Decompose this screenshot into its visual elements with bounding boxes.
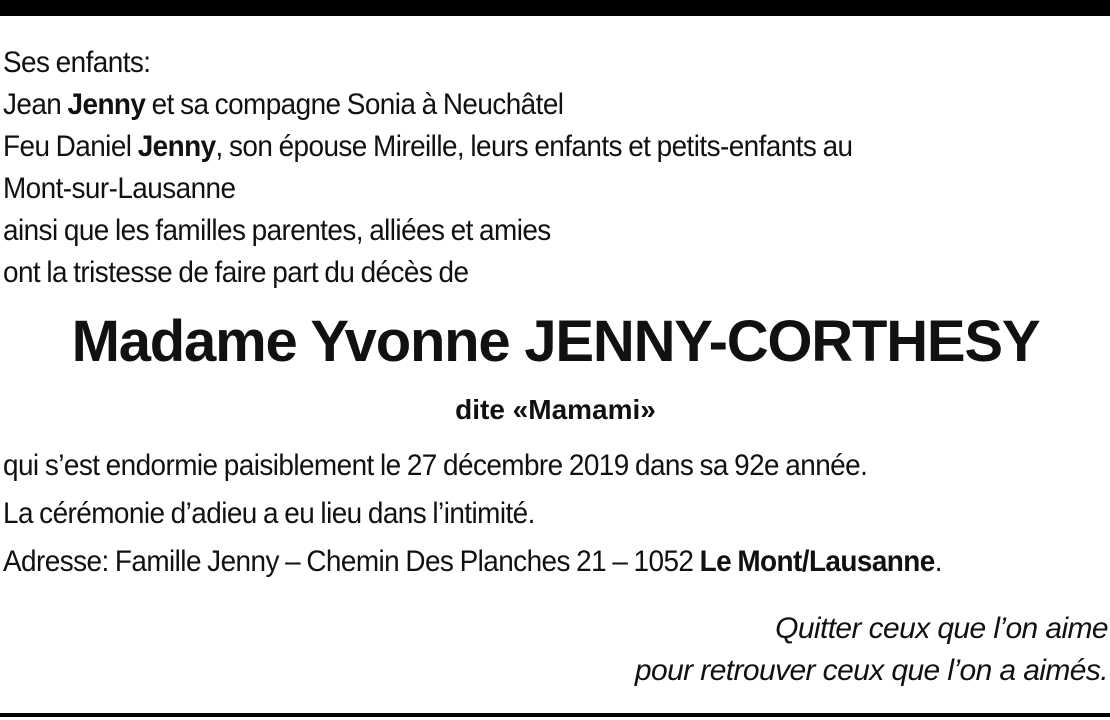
address-line: [3, 538, 1106, 586]
quote-line-2: pour retrouver ceux que l’on a aimés.: [634, 654, 1108, 687]
family-line-prefix: Jean: [3, 88, 68, 121]
family-line-jean: [3, 84, 1106, 126]
bottom-border: [0, 713, 1110, 717]
intro-block: [3, 42, 1106, 294]
deceased-name: Madame Yvonne JENNY-CORTHESY: [71, 309, 1040, 374]
quote-line-1: Quitter ceux que l’on aime: [775, 612, 1108, 645]
death-notice: [3, 42, 1108, 687]
family-line-continuation: Mont-sur-Lausanne: [3, 172, 236, 205]
address-suffix: .: [934, 545, 942, 578]
family-line-suffix: , son épouse Mireille, leurs enfants et petits-enfants au: [215, 130, 853, 163]
announcement-line: ont la tristesse de faire part du décès de: [3, 256, 469, 289]
address-prefix: Adresse: Famille Jenny – Chemin Des Planches 21 – 1052: [3, 545, 700, 578]
address-city: Le Mont/Lausanne: [699, 545, 935, 578]
ceremony-line: La cérémonie d’adieu a eu lieu dans l’intimité.: [3, 497, 535, 530]
family-surname: Jenny: [137, 130, 216, 163]
relatives-line: ainsi que les familles parentes, alliées et amies: [3, 214, 551, 247]
family-line-prefix: Feu Daniel: [3, 130, 138, 163]
family-surname: Jenny: [67, 88, 146, 121]
family-line-suffix: et sa compagne Sonia à Neuchâtel: [145, 88, 564, 121]
top-border: [0, 0, 1110, 16]
closing-quote: [635, 608, 1108, 692]
details-block: [3, 442, 1106, 586]
family-line-daniel: [3, 126, 1106, 168]
deceased-nickname: dite «Mamami»: [455, 394, 656, 425]
intro-heading: Ses enfants:: [3, 46, 151, 79]
passing-line: qui s’est endormie paisiblement le 27 décembre 2019 dans sa 92e année.: [3, 449, 868, 482]
